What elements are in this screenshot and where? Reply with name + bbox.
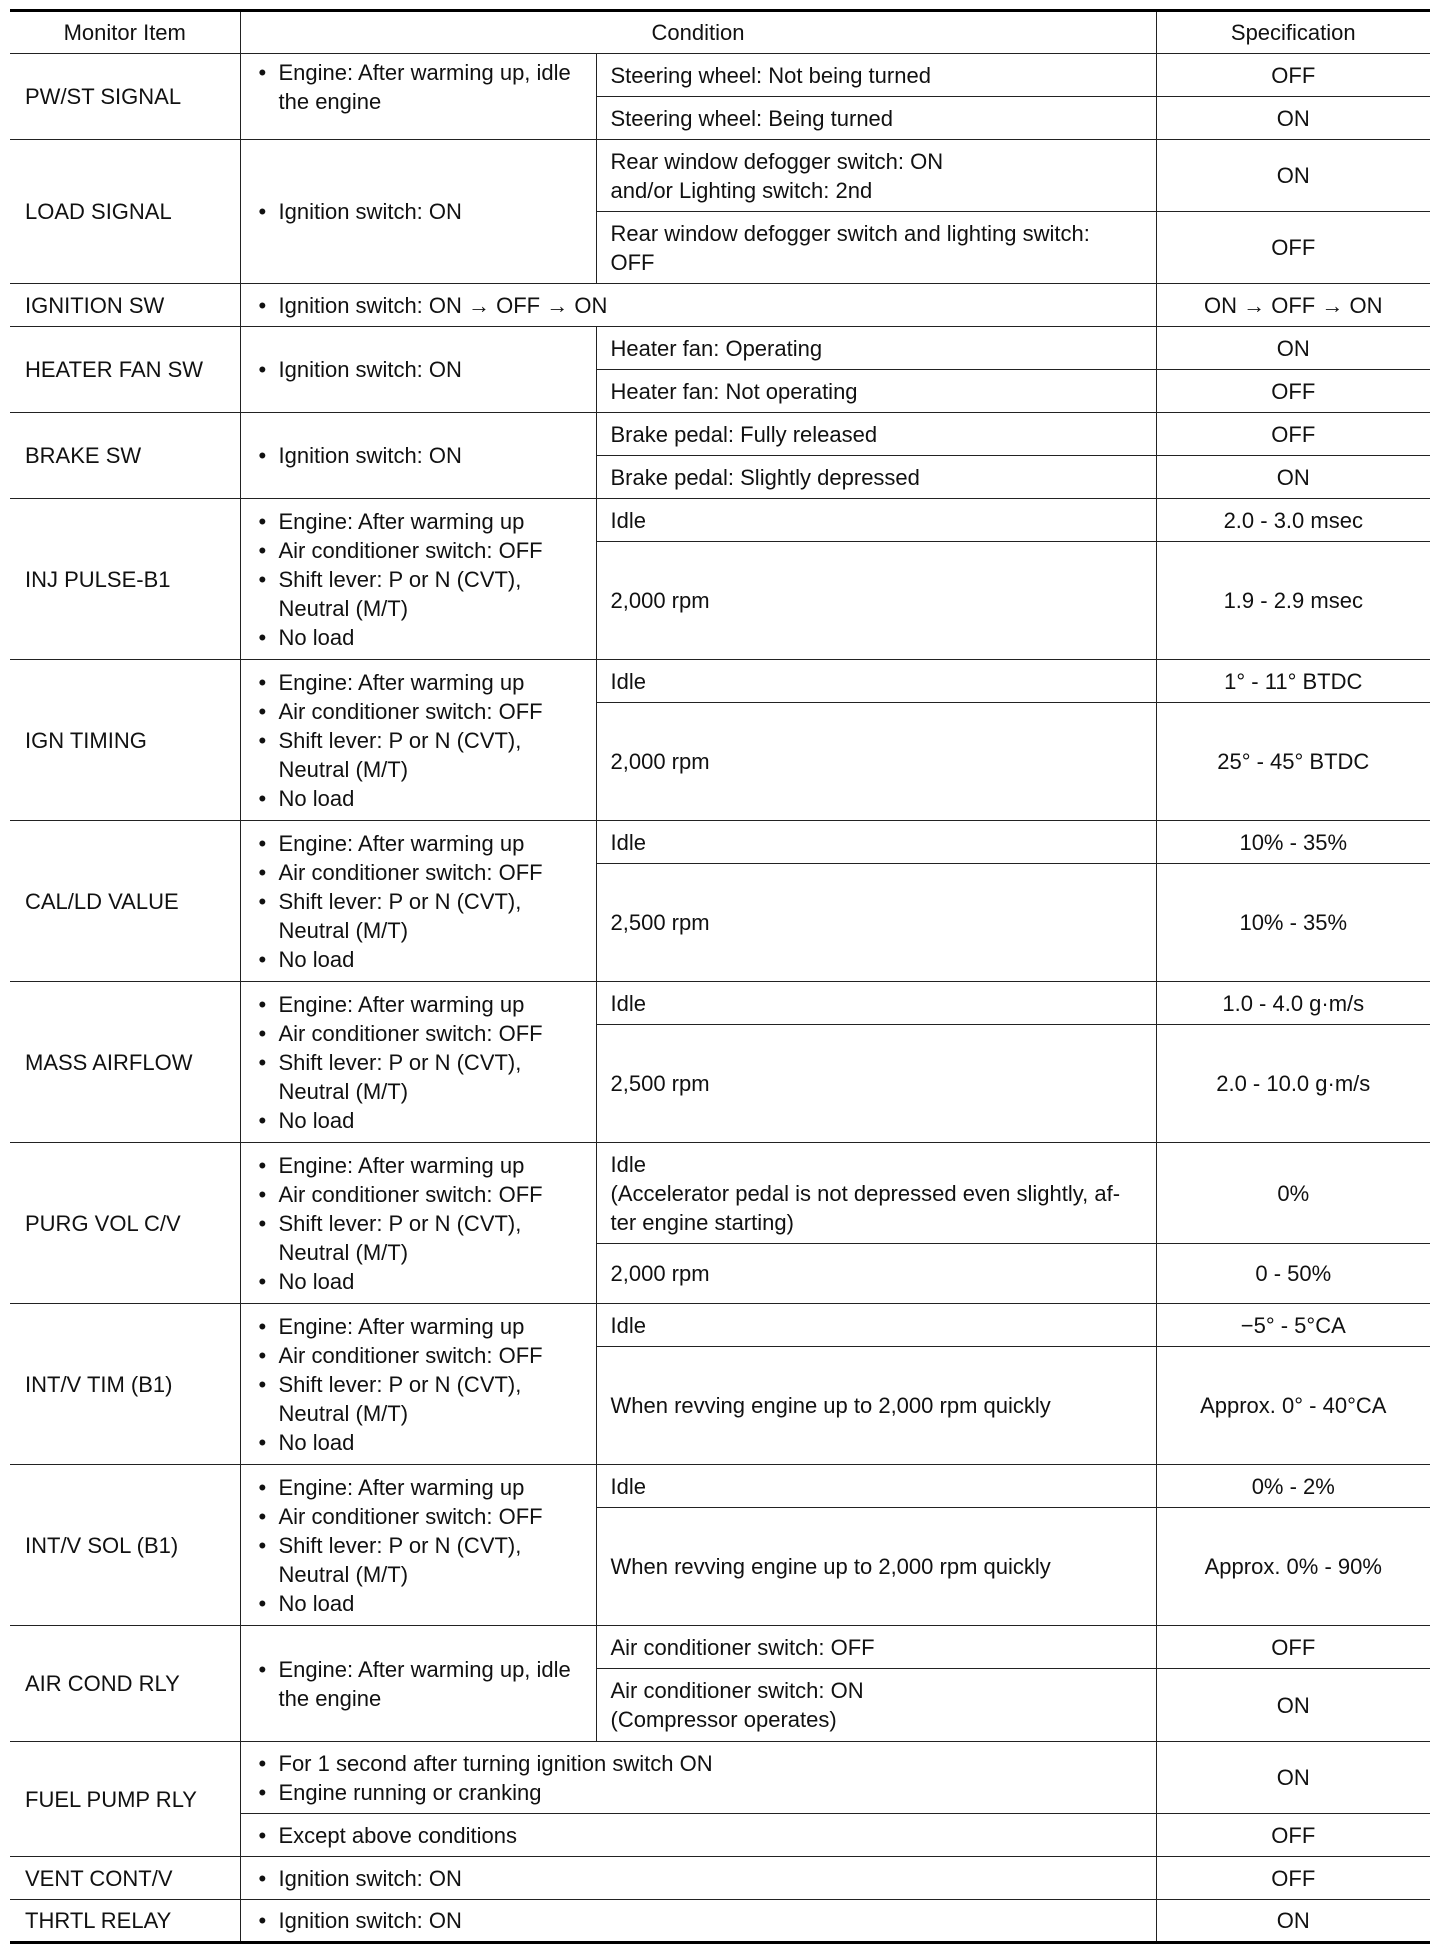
condition-bullet: • Shift lever: P or N (CVT), Neutral (M/T): [255, 1209, 582, 1267]
spec-value: 2.0 - 3.0 msec: [1156, 499, 1430, 542]
condition-bullet: • Engine: After warming up: [255, 668, 582, 697]
spec-value: ON: [1156, 327, 1430, 370]
monitor-item: THRTL RELAY: [10, 1900, 240, 1943]
spec-value: ON → OFF → ON: [1156, 284, 1430, 327]
condition-sub: Steering wheel: Not being turned: [596, 54, 1156, 97]
spec-value: 10% - 35%: [1156, 821, 1430, 864]
spec-value: ON: [1156, 97, 1430, 140]
condition-sub: Steering wheel: Being turned: [596, 97, 1156, 140]
condition-bullet: • Shift lever: P or N (CVT), Neutral (M/T): [255, 1048, 582, 1106]
spec-value: 25° - 45° BTDC: [1156, 703, 1430, 821]
condition-main: [240, 660, 596, 821]
condition-sub: Idle: [596, 1304, 1156, 1347]
condition-bullet: • Engine: After warming up: [255, 1312, 582, 1341]
condition-bullet: • Shift lever: P or N (CVT), Neutral (M/T): [255, 887, 582, 945]
condition-sub: [596, 1669, 1156, 1742]
condition-bullet: • For 1 second after turning ignition switch ON: [255, 1749, 1142, 1778]
table-header-row: [10, 11, 1430, 54]
table-row: [10, 982, 1430, 1025]
condition-main: [240, 1143, 596, 1304]
spec-value: OFF: [1156, 1814, 1430, 1857]
condition-bullet: • Air conditioner switch: OFF: [255, 1019, 582, 1048]
monitor-item: LOAD SIGNAL: [10, 140, 240, 284]
table-row: [10, 327, 1430, 370]
condition-bullet: • Air conditioner switch: OFF: [255, 1180, 582, 1209]
spec-value: 2.0 - 10.0 g·m/s: [1156, 1025, 1430, 1143]
spec-value: OFF: [1156, 1626, 1430, 1669]
condition-sub: Idle: [596, 1465, 1156, 1508]
monitor-item: PURG VOL C/V: [10, 1143, 240, 1304]
spec-value: OFF: [1156, 1857, 1430, 1900]
spec-value: 0%: [1156, 1143, 1430, 1244]
spec-value: 1.0 - 4.0 g·m/s: [1156, 982, 1430, 1025]
spec-value: 0% - 2%: [1156, 1465, 1430, 1508]
table-row: [10, 660, 1430, 703]
monitor-item: PW/ST SIGNAL: [10, 54, 240, 140]
condition-main: [240, 821, 596, 982]
condition-bullet: • Ignition switch: ON: [255, 197, 582, 226]
table-row: [10, 1742, 1430, 1814]
table-row: [10, 1626, 1430, 1669]
spec-value: ON: [1156, 140, 1430, 212]
table-row: [10, 413, 1430, 456]
spec-value: Approx. 0% - 90%: [1156, 1508, 1430, 1626]
header-condition: Condition: [240, 11, 1156, 54]
condition-bullet: • Air conditioner switch: OFF: [255, 858, 582, 887]
condition-bullet: • No load: [255, 623, 582, 652]
spec-value: 10% - 35%: [1156, 864, 1430, 982]
spec-value: OFF: [1156, 212, 1430, 284]
spec-value: ON: [1156, 456, 1430, 499]
condition-main: [240, 1626, 596, 1742]
condition-sub: When revving engine up to 2,000 rpm quickly: [596, 1347, 1156, 1465]
condition-sub: Air conditioner switch: OFF: [596, 1626, 1156, 1669]
condition-sub: 2,000 rpm: [596, 1244, 1156, 1304]
condition-bullet: • No load: [255, 784, 582, 813]
condition-sub: Brake pedal: Fully released: [596, 413, 1156, 456]
monitor-item: IGN TIMING: [10, 660, 240, 821]
condition-bullet: • Air conditioner switch: OFF: [255, 1341, 582, 1370]
spec-value: −5° - 5°CA: [1156, 1304, 1430, 1347]
condition-bullet: • Ignition switch: ON: [255, 1864, 1142, 1893]
condition-bullet: • No load: [255, 1428, 582, 1457]
condition-main: [240, 1742, 1156, 1814]
monitor-item: INJ PULSE-B1: [10, 499, 240, 660]
table-row: [10, 1304, 1430, 1347]
spec-value: OFF: [1156, 54, 1430, 97]
condition-main: [240, 284, 1156, 327]
condition-bullet: • Shift lever: P or N (CVT), Neutral (M/T): [255, 1531, 582, 1589]
condition-main: [240, 1900, 1156, 1943]
condition-bullet: • Shift lever: P or N (CVT), Neutral (M/T): [255, 1370, 582, 1428]
monitor-spec-table: [10, 9, 1430, 1944]
condition-line: (Accelerator pedal is not depressed even slightly, af-: [610, 1180, 1121, 1206]
condition-bullet: • Air conditioner switch: OFF: [255, 536, 582, 565]
table-row: [10, 1465, 1430, 1508]
monitor-item: INT/V SOL (B1): [10, 1465, 240, 1626]
condition-bullet: • Engine: After warming up, idle the engine: [255, 58, 582, 116]
condition-sub: 2,500 rpm: [596, 864, 1156, 982]
table-row: [10, 499, 1430, 542]
table-row: [10, 1857, 1430, 1900]
condition-bullet: • No load: [255, 1267, 582, 1296]
monitor-item: FUEL PUMP RLY: [10, 1742, 240, 1857]
table-row: [10, 821, 1430, 864]
spec-value: OFF: [1156, 370, 1430, 413]
monitor-item: AIR COND RLY: [10, 1626, 240, 1742]
condition-sub: 2,000 rpm: [596, 542, 1156, 660]
condition-bullet: • Air conditioner switch: OFF: [255, 697, 582, 726]
spec-value: 0 - 50%: [1156, 1244, 1430, 1304]
condition-sub: [596, 1143, 1156, 1244]
table-row: [10, 1900, 1430, 1943]
condition-main: [240, 413, 596, 499]
condition-line: Air conditioner switch: ON: [610, 1678, 864, 1703]
spec-value: 1.9 - 2.9 msec: [1156, 542, 1430, 660]
condition-main: [240, 327, 596, 413]
condition-main: [240, 1857, 1156, 1900]
condition-main: [240, 1465, 596, 1626]
spec-value: Approx. 0° - 40°CA: [1156, 1347, 1430, 1465]
condition-line: Rear window defogger switch: ON: [610, 148, 944, 174]
condition-bullet: • Engine: After warming up, idle the engine: [255, 1655, 582, 1713]
condition-bullet: • Ignition switch: ON: [255, 355, 582, 384]
condition-line: Rear window defogger switch and lighting switch:: [610, 220, 1090, 246]
condition-main: [240, 1814, 1156, 1857]
spec-table-wrapper: [10, 9, 1430, 1944]
spec-value: ON: [1156, 1900, 1430, 1943]
condition-sub: Idle: [596, 499, 1156, 542]
spec-value: ON: [1156, 1742, 1430, 1814]
table-row: [10, 1143, 1430, 1244]
condition-sub: Brake pedal: Slightly depressed: [596, 456, 1156, 499]
condition-line: (Compressor operates): [610, 1707, 837, 1732]
condition-main: [240, 982, 596, 1143]
condition-main: [240, 1304, 596, 1465]
monitor-item: BRAKE SW: [10, 413, 240, 499]
condition-line: OFF: [610, 249, 655, 275]
condition-sub: [596, 140, 1156, 212]
condition-main: [240, 499, 596, 660]
condition-line: ter engine starting): [610, 1209, 794, 1235]
condition-line: Idle: [610, 1151, 646, 1177]
condition-sub: Idle: [596, 821, 1156, 864]
header-specification: Specification: [1156, 11, 1430, 54]
condition-bullet: • No load: [255, 945, 582, 974]
condition-bullet: • Shift lever: P or N (CVT), Neutral (M/T): [255, 726, 582, 784]
condition-sub: Idle: [596, 660, 1156, 703]
condition-bullet: • No load: [255, 1589, 582, 1618]
monitor-item: HEATER FAN SW: [10, 327, 240, 413]
condition-bullet: • Air conditioner switch: OFF: [255, 1502, 582, 1531]
condition-bullet: • Engine: After warming up: [255, 507, 582, 536]
table-row: [10, 284, 1430, 327]
monitor-item: CAL/LD VALUE: [10, 821, 240, 982]
condition-bullet: • Engine: After warming up: [255, 829, 582, 858]
condition-main: [240, 140, 596, 284]
header-monitor-item: Monitor Item: [10, 11, 240, 54]
condition-bullet: • Engine running or cranking: [255, 1778, 1142, 1807]
condition-bullet: • Ignition switch: ON → OFF → ON: [255, 291, 1142, 320]
condition-sub: 2,500 rpm: [596, 1025, 1156, 1143]
condition-main: [240, 54, 596, 140]
condition-bullet: • Shift lever: P or N (CVT), Neutral (M/T): [255, 565, 582, 623]
condition-sub: 2,000 rpm: [596, 703, 1156, 821]
monitor-item: IGNITION SW: [10, 284, 240, 327]
condition-sub: Heater fan: Not operating: [596, 370, 1156, 413]
spec-value: ON: [1156, 1669, 1430, 1742]
table-row: [10, 54, 1430, 97]
condition-sub: Idle: [596, 982, 1156, 1025]
table-row: [10, 140, 1430, 212]
condition-sub: [596, 212, 1156, 284]
condition-bullet: • Engine: After warming up: [255, 990, 582, 1019]
condition-bullet: • Engine: After warming up: [255, 1151, 582, 1180]
monitor-item: VENT CONT/V: [10, 1857, 240, 1900]
monitor-item: INT/V TIM (B1): [10, 1304, 240, 1465]
condition-bullet: • No load: [255, 1106, 582, 1135]
spec-value: 1° - 11° BTDC: [1156, 660, 1430, 703]
condition-line: and/or Lighting switch: 2nd: [610, 177, 873, 203]
condition-sub: When revving engine up to 2,000 rpm quickly: [596, 1508, 1156, 1626]
condition-bullet: • Ignition switch: ON: [255, 441, 582, 470]
condition-bullet: • Except above conditions: [255, 1821, 1142, 1850]
condition-bullet: • Engine: After warming up: [255, 1473, 582, 1502]
condition-sub: Heater fan: Operating: [596, 327, 1156, 370]
monitor-item: MASS AIRFLOW: [10, 982, 240, 1143]
spec-value: OFF: [1156, 413, 1430, 456]
condition-bullet: • Ignition switch: ON: [255, 1906, 1142, 1935]
